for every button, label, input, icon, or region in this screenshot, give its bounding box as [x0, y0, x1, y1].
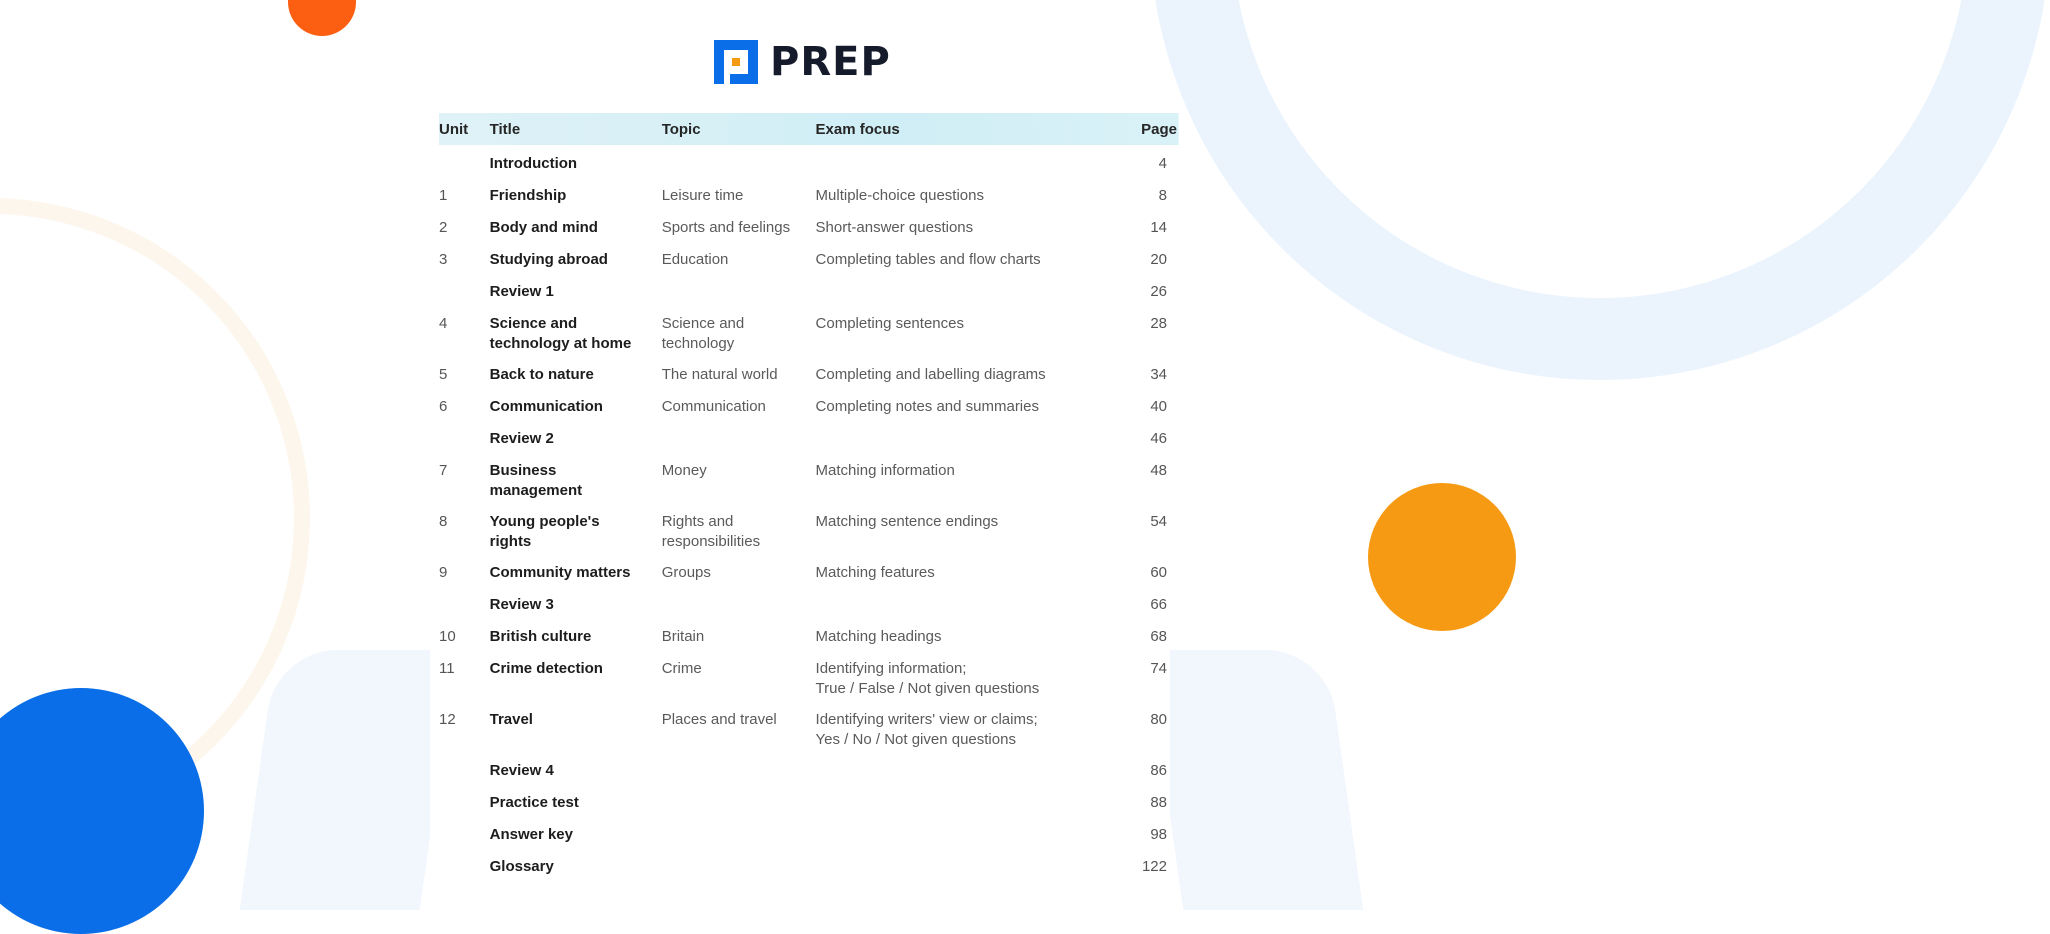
cell-unit: 12	[439, 711, 456, 728]
cell-title-line: Travel	[489, 711, 533, 728]
cell-unit: 10	[439, 628, 456, 645]
cell-topic	[662, 650, 816, 701]
cell-title-line: Glossary	[489, 858, 554, 875]
cell-exam-focus	[816, 848, 1130, 880]
cell-title-line: Review 4	[489, 762, 554, 779]
cell-page: 54	[1150, 513, 1167, 530]
cell-exam-focus-line: Matching information	[815, 462, 955, 479]
cell-title	[490, 848, 662, 880]
cell-title	[490, 816, 662, 848]
cell-page: 66	[1150, 596, 1167, 613]
cell-topic	[662, 586, 816, 618]
cell-page: 86	[1150, 762, 1167, 779]
cell-unit	[439, 273, 490, 305]
table-row	[439, 784, 1179, 816]
cell-topic-line: Crime	[661, 660, 702, 677]
cell-page: 74	[1150, 660, 1167, 677]
table-row	[439, 586, 1179, 618]
cell-page: 14	[1150, 219, 1167, 236]
cell-topic	[662, 503, 816, 554]
cell-topic	[662, 752, 816, 784]
cell-unit: 6	[439, 398, 448, 415]
cell-topic-line: The natural world	[661, 366, 778, 383]
cell-title	[490, 784, 662, 816]
cell-unit: 5	[439, 366, 448, 383]
cell-unit: 11	[439, 660, 455, 677]
cell-exam-focus-line: Completing tables and flow charts	[815, 251, 1041, 268]
cell-title	[490, 388, 662, 420]
cell-title-line: management	[489, 481, 583, 499]
cell-exam-focus-line: Matching headings	[815, 628, 942, 645]
cell-exam-focus	[816, 209, 1130, 241]
cell-page: 88	[1150, 794, 1167, 811]
cell-title-line: Communication	[489, 398, 603, 415]
table-row	[439, 356, 1179, 388]
cell-topic	[662, 305, 816, 356]
cell-exam-focus	[816, 752, 1130, 784]
cell-title	[490, 618, 662, 650]
cell-title	[490, 503, 662, 554]
cell-topic-line: Groups	[661, 564, 711, 581]
table-row	[439, 650, 1179, 701]
cell-exam-focus-line: True / False / Not given questions	[815, 679, 1040, 697]
cell-title	[490, 177, 662, 209]
table-row	[439, 273, 1179, 305]
cell-topic	[662, 273, 816, 305]
cell-page: 48	[1150, 462, 1167, 479]
cell-exam-focus	[816, 452, 1130, 503]
cell-exam-focus-line: Identifying writers' view or claims;	[815, 711, 1038, 728]
header-topic: Topic	[661, 120, 701, 138]
table-row	[439, 452, 1179, 503]
cell-page: 46	[1150, 430, 1167, 447]
cell-title	[490, 701, 662, 752]
cell-exam-focus	[816, 586, 1130, 618]
cell-page: 4	[1158, 155, 1167, 172]
cell-exam-focus-line: Short-answer questions	[815, 219, 974, 236]
cell-page: 26	[1150, 283, 1167, 300]
cell-page: 40	[1150, 398, 1167, 415]
cell-title	[490, 209, 662, 241]
cell-unit: 3	[439, 251, 448, 268]
cell-topic-line: technology	[661, 334, 735, 352]
deco-orange-top-circle	[288, 0, 356, 36]
table-row	[439, 503, 1179, 554]
cell-title-line: Business	[489, 462, 557, 479]
contents-table	[439, 113, 1179, 880]
cell-topic-line: Rights and	[661, 513, 734, 530]
cell-exam-focus	[816, 241, 1130, 273]
cell-unit	[439, 816, 490, 848]
cell-topic	[662, 241, 816, 273]
cell-topic	[662, 618, 816, 650]
cell-title-line: Studying abroad	[489, 251, 608, 268]
header-title: Title	[489, 120, 521, 138]
cell-title	[490, 554, 662, 586]
cell-unit	[439, 586, 490, 618]
cell-title-line: Young people's	[489, 513, 600, 530]
cell-title-line: Science and	[489, 315, 578, 332]
cell-page: 98	[1150, 826, 1167, 843]
cell-topic	[662, 848, 816, 880]
cell-exam-focus	[816, 305, 1130, 356]
cell-topic	[662, 145, 816, 177]
table-row	[439, 305, 1179, 356]
cell-page: 28	[1150, 315, 1167, 332]
cell-exam-focus	[816, 618, 1130, 650]
cell-page: 80	[1150, 711, 1167, 728]
cell-title-line: Body and mind	[489, 219, 598, 236]
cell-unit	[439, 848, 490, 880]
table-header-row	[439, 113, 1179, 145]
cell-title-line: Introduction	[489, 155, 578, 172]
cell-topic-line: Britain	[661, 628, 705, 645]
table-row	[439, 701, 1179, 752]
cell-topic-line: responsibilities	[661, 532, 761, 550]
cell-exam-focus	[816, 503, 1130, 554]
cell-title	[490, 586, 662, 618]
cell-exam-focus-line: Completing and labelling diagrams	[815, 366, 1046, 383]
prep-logo-wordmark: PREP	[770, 39, 891, 85]
cell-title-line: Review 3	[489, 596, 554, 613]
cell-title	[490, 273, 662, 305]
table-row	[439, 388, 1179, 420]
cell-topic-line: Education	[661, 251, 729, 268]
deco-orange-circle	[1368, 483, 1516, 631]
cell-unit	[439, 420, 490, 452]
cell-title	[490, 356, 662, 388]
cell-exam-focus-line: Multiple-choice questions	[815, 187, 984, 204]
cell-unit: 7	[439, 462, 448, 479]
cell-title-line: Practice test	[489, 794, 579, 811]
cell-exam-focus	[816, 145, 1130, 177]
cell-page: 8	[1158, 187, 1167, 204]
header-unit: Unit	[439, 120, 469, 138]
cell-topic	[662, 388, 816, 420]
cell-page: 60	[1150, 564, 1167, 581]
cell-page: 34	[1150, 366, 1167, 383]
header-exam-focus: Exam focus	[815, 120, 900, 138]
table-row	[439, 177, 1179, 209]
table-row	[439, 241, 1179, 273]
cell-title-line: Friendship	[489, 187, 567, 204]
cell-topic	[662, 420, 816, 452]
cell-exam-focus-line: Identifying information;	[815, 660, 967, 677]
cell-title	[490, 650, 662, 701]
cell-title-line: rights	[489, 532, 532, 550]
cell-unit: 9	[439, 564, 448, 581]
table-row	[439, 209, 1179, 241]
cell-exam-focus-line: Yes / No / Not given questions	[815, 730, 1016, 748]
cell-topic-line: Places and travel	[661, 711, 777, 728]
cell-exam-focus-line: Completing notes and summaries	[815, 398, 1039, 415]
cell-exam-focus	[816, 784, 1130, 816]
cell-topic	[662, 452, 816, 503]
cell-title-line: Community matters	[489, 564, 631, 581]
cell-topic-line: Sports and feelings	[661, 219, 791, 236]
cell-unit	[439, 145, 490, 177]
cell-topic-line: Money	[661, 462, 707, 479]
cell-title	[490, 145, 662, 177]
cell-exam-focus-line: Matching sentence endings	[815, 513, 999, 530]
cell-exam-focus-line: Matching features	[815, 564, 935, 581]
cell-exam-focus	[816, 356, 1130, 388]
cell-title-line: Review 1	[489, 283, 554, 300]
cell-exam-focus	[816, 420, 1130, 452]
cell-exam-focus	[816, 650, 1130, 701]
cell-title-line: Back to nature	[489, 366, 594, 383]
table-row	[439, 752, 1179, 784]
cell-title	[490, 241, 662, 273]
deco-lightblue-shape-left	[240, 650, 457, 910]
cell-title-line: Answer key	[489, 826, 573, 843]
contents-page	[430, 113, 1177, 900]
cell-page: 20	[1150, 251, 1167, 268]
cell-title	[490, 752, 662, 784]
cell-title-line: British culture	[489, 628, 592, 645]
cell-topic	[662, 177, 816, 209]
cell-exam-focus	[816, 388, 1130, 420]
cell-unit: 4	[439, 315, 448, 332]
cell-unit: 2	[439, 219, 448, 236]
cell-topic	[662, 356, 816, 388]
table-row	[439, 145, 1179, 177]
cell-topic	[662, 209, 816, 241]
cell-title	[490, 420, 662, 452]
cell-title-line: Review 2	[489, 430, 554, 447]
cell-exam-focus	[816, 816, 1130, 848]
cell-topic-line: Science and	[661, 315, 745, 332]
cell-page: 122	[1141, 858, 1167, 875]
cell-unit: 8	[439, 513, 448, 530]
cell-title	[490, 305, 662, 356]
cell-title-line: Crime detection	[489, 660, 603, 677]
table-row	[439, 554, 1179, 586]
cell-topic	[662, 554, 816, 586]
cell-topic	[662, 701, 816, 752]
deco-lightblue-arc	[1150, 0, 2050, 380]
table-row	[439, 618, 1179, 650]
cell-topic-line: Communication	[661, 398, 766, 415]
prep-logo	[710, 36, 891, 88]
cell-topic	[662, 784, 816, 816]
cell-exam-focus	[816, 177, 1130, 209]
table-row	[439, 816, 1179, 848]
cell-unit: 1	[439, 187, 448, 204]
cell-page: 68	[1150, 628, 1167, 645]
cell-exam-focus	[816, 701, 1130, 752]
cell-title-line: technology at home	[489, 334, 632, 352]
cell-exam-focus	[816, 273, 1130, 305]
deco-lightblue-shape-right	[1147, 650, 1364, 910]
header-page: Page	[1141, 120, 1177, 138]
cell-unit	[439, 752, 490, 784]
cell-topic	[662, 816, 816, 848]
cell-exam-focus	[816, 554, 1130, 586]
cell-title	[490, 452, 662, 503]
cell-unit	[439, 784, 490, 816]
table-row	[439, 420, 1179, 452]
cell-topic-line: Leisure time	[661, 187, 744, 204]
table-row	[439, 848, 1179, 880]
prep-logo-icon	[710, 36, 762, 88]
cell-exam-focus-line: Completing sentences	[815, 315, 964, 332]
